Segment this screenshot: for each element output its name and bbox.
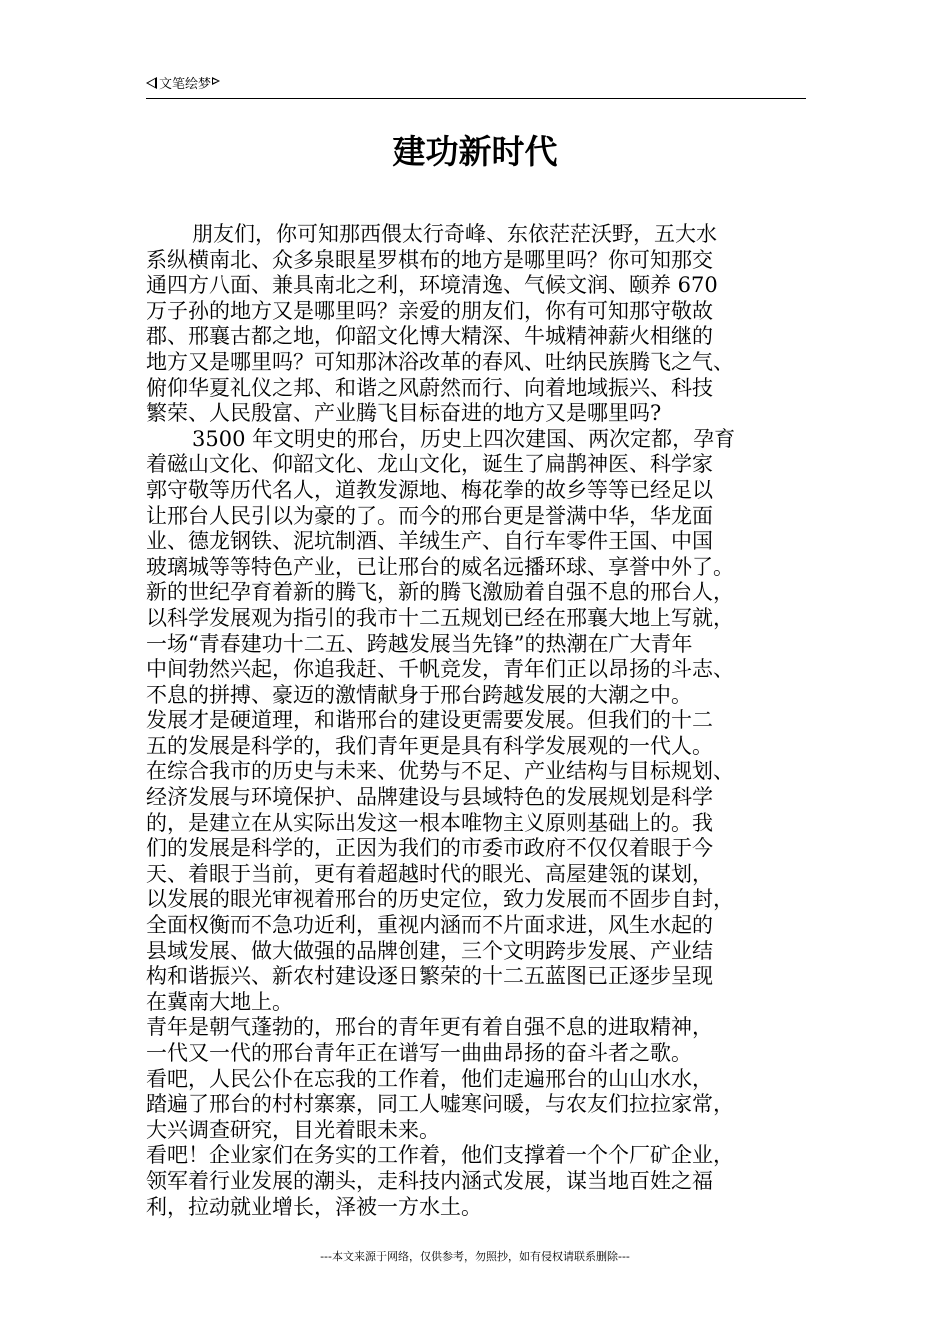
line-text: 一场“青春建功十二五、跨越发展当先锋”的热潮在广大青年 [146, 631, 693, 656]
line-text: 以科学发展观为指引的我市十二五规划已经在邢襄大地上写就， [146, 605, 734, 630]
line-text: 俯仰华夏礼仪之邦、和谐之风蔚然而行、向着地域振兴、科技 [146, 375, 713, 400]
paragraph-line [146, 862, 830, 888]
line-text: 系纵横南北、众多泉眼星罗棋布的地方是哪里吗？你可知那交 [146, 247, 713, 272]
paragraph-line [146, 273, 830, 299]
line-text: 3500 年文明史的邢台，历史上四次建国、两次定都，孕育 [192, 426, 736, 451]
paragraph-line [146, 606, 830, 632]
line-text: 郡、邢襄古都之地，仰韶文化博大精深、牛城精神薪火相继的 [146, 324, 713, 349]
line-text: 地方又是哪里吗？可知那沐浴改革的春风、吐纳民族腾飞之气、 [146, 349, 734, 374]
paragraph-line [146, 1041, 830, 1067]
paragraph-line [146, 785, 830, 811]
paragraph-line [146, 299, 830, 325]
line-text: 通四方八面、兼具南北之利，环境清逸、气候文润、颐养 670 [146, 273, 718, 298]
line-text: 们的发展是科学的，正因为我们的市委市政府不仅仅着眼于今 [146, 836, 713, 861]
paragraph-line [146, 401, 830, 427]
line-text: 着磁山文化、仰韶文化、龙山文化，诞生了扁鹊神医、科学家 [146, 452, 713, 477]
line-text: 郭守敬等历代名人，道教发源地、梅花拳的故乡等等已经足以 [146, 477, 713, 502]
line-text: 繁荣、人民殷富、产业腾飞目标奋进的地方又是哪里吗? [146, 401, 662, 426]
paragraph-line [146, 324, 830, 350]
paragraph-line [146, 1067, 830, 1093]
paragraph-line [146, 1118, 830, 1144]
paragraph-line [146, 1169, 830, 1195]
paragraph-line [146, 913, 830, 939]
line-text: 构和谐振兴、新农村建设逐日繁荣的十二五蓝图已正逐步呈现 [146, 964, 713, 989]
line-text: 发展才是硬道理，和谐邢台的建设更需要发展。但我们的十二 [146, 708, 713, 733]
paragraph-line [146, 222, 830, 248]
body-paragraph [146, 1143, 830, 1220]
line-text: 的，是建立在从实际出发这一根本唯物主义原则基础上的。我 [146, 810, 713, 835]
line-text: 万子孙的地方又是哪里吗？亲爱的朋友们，你有可知那守敬故 [146, 298, 713, 323]
paragraph-line [146, 1195, 830, 1221]
paragraph-line [146, 580, 830, 606]
paragraph-line [146, 964, 830, 990]
paragraph-line [146, 350, 830, 376]
line-text: 经济发展与环境保护、品牌建设与县域特色的发展规划是科学 [146, 785, 713, 810]
line-text: 看吧！企业家们在务实的工作着，他们支撑着一个个厂矿企业， [146, 1143, 734, 1168]
line-text: 在冀南大地上。 [146, 989, 293, 1014]
line-text: 青年是朝气蓬勃的，邢台的青年更有着自强不息的进取精神， [146, 1015, 713, 1040]
line-text: 利，拉动就业增长，泽被一方水土。 [146, 1194, 482, 1219]
line-text: 领军着行业发展的潮头，走科技内涵式发展，谋当地百姓之福 [146, 1168, 713, 1193]
paragraph-line [146, 887, 830, 913]
paragraph-line [146, 811, 830, 837]
line-text: 踏遍了邢台的村村寨寨，同工人嘘寒问暖，与农友们拉拉家常， [146, 1092, 734, 1117]
paragraph-line [146, 555, 830, 581]
right-triangle-icon [212, 77, 220, 85]
paragraph-line [146, 632, 830, 658]
line-text: 朋友们，你可知那西偎太行奇峰、东依茫茫沃野，五大水 [192, 222, 717, 246]
paragraph-line [146, 478, 830, 504]
line-text: 全面权衡而不急功近利，重视内涵而不片面求进，风生水起的 [146, 913, 713, 938]
line-text: 看吧，人民公仆在忘我的工作着，他们走遍邢台的山山水水， [146, 1066, 713, 1091]
line-text: 让邢台人民引以为豪的了。而今的邢台更是誉满中华，华龙面 [146, 503, 713, 528]
document-title: 建功新时代 [392, 132, 558, 171]
paragraph-line [146, 990, 830, 1016]
line-text: 不息的拼搏、豪迈的激情献身于邢台跨越发展的大潮之中。 [146, 682, 692, 707]
line-text: 以发展的眼光审视着邢台的历史定位，致力发展而不固步自封， [146, 887, 734, 912]
paragraph-line [146, 734, 830, 760]
header-label [146, 76, 220, 94]
line-text: 业、德龙钢铁、泥坑制酒、羊绒生产、自行车零件王国、中国 [146, 529, 713, 554]
document-body [146, 222, 830, 1220]
line-text: 中间勃然兴起，你追我赶、千帆竞发，青年们正以昂扬的斗志、 [146, 657, 734, 682]
paragraph-line [146, 657, 830, 683]
paragraph-line [146, 683, 830, 709]
line-text: 五的发展是科学的，我们青年更是具有科学发展观的一代人。 [146, 733, 713, 758]
line-text: 一代又一代的邢台青年正在谱写一曲曲昂扬的奋斗者之歌。 [146, 1041, 692, 1065]
paragraph-line [146, 939, 830, 965]
body-paragraph [146, 708, 830, 1015]
paragraph-line [146, 836, 830, 862]
paragraph-line [146, 248, 830, 274]
footer-disclaimer: ---本文来源于网络，仅供参考，勿照抄，如有侵权请联系删除--- [320, 1250, 630, 1263]
body-paragraph [146, 222, 830, 427]
paragraph-line [146, 708, 830, 734]
line-text: 大兴调查研究，目光着眼未来。 [146, 1117, 440, 1142]
line-text: 玻璃城等等特色产业，已让邢台的威名远播环球、享誉中外了。 [146, 554, 734, 579]
paragraph-line [146, 376, 830, 402]
paragraph-line [146, 452, 830, 478]
paragraph-line [146, 1015, 830, 1041]
header-text: 文笔绘梦 [159, 77, 212, 92]
line-text: 天、着眼于当前，更有着超越时代的眼光、高屋建瓴的谋划， [146, 861, 713, 886]
line-text: 县域发展、做大做强的品牌创建，三个文明跨步发展、产业结 [146, 938, 713, 963]
paragraph-line [146, 759, 830, 785]
paragraph-line [146, 1143, 830, 1169]
paragraph-line [146, 529, 830, 555]
line-text: 新的世纪孕育着新的腾飞，新的腾飞激励着自强不息的邢台人， [146, 580, 734, 605]
body-paragraph [146, 1067, 830, 1144]
paragraph-line [146, 504, 830, 530]
paragraph-line [146, 427, 830, 453]
body-paragraph [146, 1015, 830, 1066]
body-paragraph [146, 427, 830, 709]
line-text: 在综合我市的历史与未来、优势与不足、产业结构与目标规划、 [146, 759, 734, 784]
page-header [146, 76, 806, 99]
paragraph-line [146, 1092, 830, 1118]
left-triangle-icon [146, 77, 157, 89]
